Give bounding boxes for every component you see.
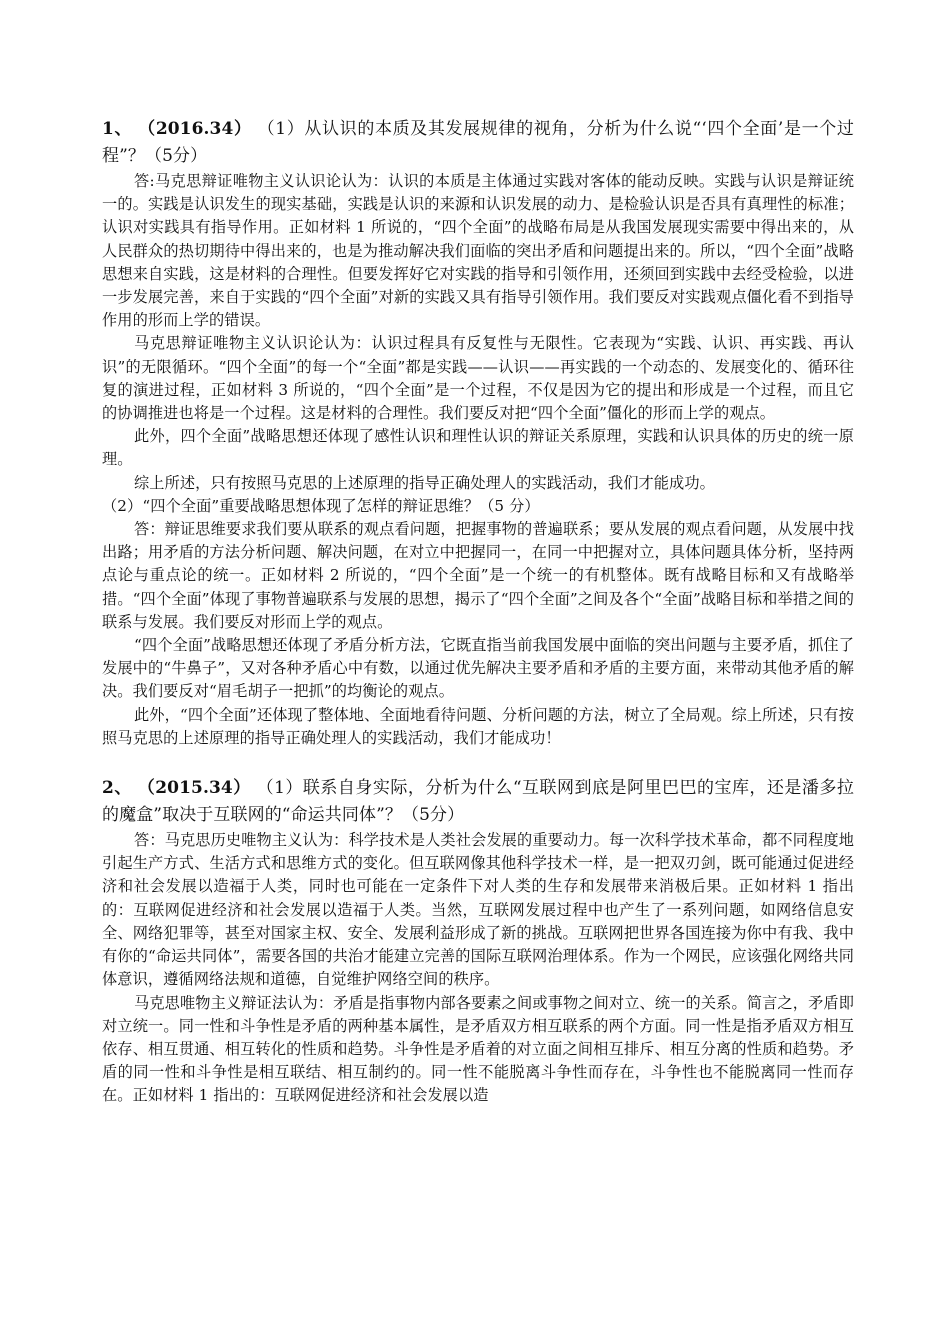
q1-answer-paragraph-1: 答:马克思辩证唯物主义认识论认为：认识的本质是主体通过实践对客体的能动反映。实践与认识是辩证统一的。实践是认识发生的现实基础，实践是认识的来源和认识发展的动力、是检验认识是否具有真理性的标准；认识对实践具有指导作用。正如材料 1 所说的，“四个全面”的战略布局是从我国发展现实需要中得出来的，从人民群众的热切期待中得出来的，也是为推动解决我们面临的突出矛盾和问题提出来的。所以，“四个全面”战略思想来自实践，这是材料的合理性。但要发挥好它对实践的指导和引领作用，还须回到实践中去经受检验，以进一步发展完善，来自于实践的“四个全面”对新的实践又具有指导引领作用。我们要反对实践观点僵化看不到指导作用的形而上学的错误。 [102, 172, 854, 330]
question-1-part1-label: （1） [257, 119, 305, 139]
question-1-number: 1、 [102, 119, 133, 139]
document-content [102, 116, 854, 1108]
question-1-year: （2016.34） [138, 119, 252, 139]
q1-answer-paragraph-4: 综上所述，只有按照马克思的上述原理的指导正确处理人的实践活动，我们才能成功。 [134, 473, 715, 492]
question-1-part2-title: （2）“四个全面”重要战略思想体现了怎样的辩证思维？（5 分） [102, 496, 540, 515]
question-2-title [102, 775, 854, 829]
q1-part2-paragraph-1: 答：辩证思维要求我们要从联系的观点看问题，把握事物的普遍联系；要从发展的观点看问题，从发展中找出路；用矛盾的方法分析问题、解决问题，在对立中把握同一，在同一中把握对立，具体问题具体分析，坚持两点论与重点论的统一。正如材料 2 所说的，“四个全面”是一个统一的有机整体。既有战略目标和又有战略举措。“四个全面”体现了事物普遍联系与发展的思想，揭示了“四个全面”之间及各个“全面”战略目标和举措之间的联系与发展。我们要反对形而上学的观点。 [102, 520, 854, 631]
q1-answer-paragraph-3: 此外，四个全面”战略思想还体现了感性认识和理性认识的辩证关系原理，实践和认识具体的历史的统一原理。 [102, 427, 854, 469]
question-2-part1-text: 联系自身实际，分析为什么“互联网到底是阿里巴巴的宝库，还是潘多拉的魔盒”取决于互联网的“命运共同体”？（5分） [102, 778, 855, 826]
question-2-year: （2015.34） [137, 778, 251, 799]
section-gap [102, 750, 854, 775]
question-1-part1-text: 从认识的本质及其发展规律的视角，分析为什么说“‘四个全面’是一个过程”？（5分） [102, 119, 854, 166]
q2-answer-paragraph-1: 答：马克思历史唯物主义认为：科学技术是人类社会发展的重要动力。每一次科学技术革命，都不同程度地引起生产方式、生活方式和思维方式的变化。但互联网像其他科学技术一样，是一把双刃剑，既可能通过促进经济和社会发展以造福于人类，同时也可能在一定条件下对人类的生存和发展带来消极后果。正如材料 1 指出的：互联网促进经济和社会发展以造福于人类。当然，互联网发展过程中也产生了一系列问题，如网络信息安全、网络犯罪等，甚至对国家主权、安全、发展利益形成了新的挑战。互联网把世界各国连接为你中有我、我中有你的“命运共同体”，需要各国的共治才能建立完善的国际互联网治理体系。作为一个网民，应该强化网络共同体意识，遵循网络法规和道德，自觉维护网络空间的秩序。 [102, 831, 854, 989]
q1-part2-paragraph-3: 此外，“四个全面”还体现了整体地、全面地看待问题、分析问题的方法，树立了全局观。综上所述，只有按照马克思的上述原理的指导正确处理人的实践活动，我们才能成功！ [102, 705, 854, 747]
question-1-title [102, 116, 854, 170]
question-2-part1-label: （1） [256, 778, 303, 799]
q1-part2-paragraph-2: “四个全面”战略思想还体现了矛盾分析方法，它既直指当前我国发展中面临的突出问题与主要矛盾，抓住了发展中的“牛鼻子”，又对各种矛盾心中有数，以通过优先解决主要矛盾和矛盾的主要方面，来带动其他矛盾的解决。我们要反对“眉毛胡子一把抓”的均衡论的观点。 [102, 636, 855, 701]
q1-answer-paragraph-2: 马克思辩证唯物主义认识论认为：认识过程具有反复性与无限性。它表现为“实践、认识、再实践、再认识”的无限循环。“四个全面”的每一个“全面”都是实践——认识——再实践的一个动态的、发展变化的、循环往复的演进过程，正如材料 3 所说的，“四个全面”是一个过程，不仅是因为它的提出和形成是一个过程，而且它的协调推进也将是一个过程。这是材料的合理性。我们要反对把“四个全面”僵化的形而上学的观点。 [102, 334, 854, 423]
q2-answer-paragraph-2: 马克思唯物主义辩证法认为：矛盾是指事物内部各要素之间或事物之间对立、统一的关系。简言之，矛盾即对立统一。同一性和斗争性是矛盾的两种基本属性，是矛盾双方相互联系的两个方面。同一性是指矛盾双方相互依存、相互贯通、相互转化的性质和趋势。斗争性是矛盾着的对立面之间相互排斥、相互分离的性质和趋势。矛盾的同一性和斗争性是相互联结、相互制约的。同一性不能脱离斗争性而存在，斗争性也不能脱离同一性而存在。正如材料 1 指出的：互联网促进经济和社会发展以造 [102, 993, 854, 1105]
question-2-number: 2、 [102, 778, 132, 799]
